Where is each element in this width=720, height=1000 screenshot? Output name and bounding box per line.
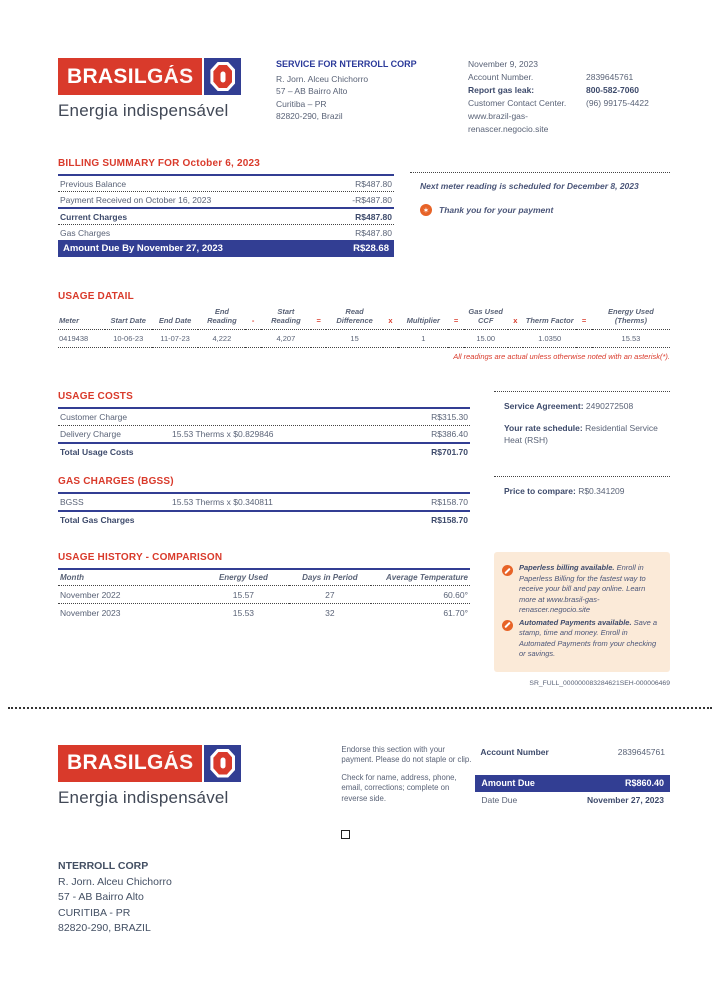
thank-you-row [420, 204, 670, 216]
table-row [58, 492, 470, 510]
col-header: Multiplier [398, 307, 448, 330]
usage-detail-section [58, 291, 670, 361]
col-header: End Date [152, 307, 199, 330]
row-label: Delivery Charge [60, 429, 121, 439]
service-address-line: 57 – AB Bairro Alto [276, 86, 348, 96]
table-row [58, 586, 470, 604]
row-label: BGSS [60, 497, 84, 507]
col-header: End Reading [198, 307, 245, 330]
history-temp: 60.60° [371, 586, 470, 604]
times-operator: x [508, 307, 524, 330]
history-energy: 15.57 [198, 586, 289, 604]
operator-cell [448, 330, 464, 348]
usage-history-title: USAGE HISTORY - COMPARISON [58, 552, 223, 563]
mailing-address-line: 57 - AB Bairro Alto [58, 891, 144, 903]
history-energy: 15.53 [198, 604, 289, 622]
usage-detail-title: USAGE DATAIL [58, 291, 134, 302]
usage-detail-data-row [58, 330, 670, 348]
usage-history-band [58, 552, 670, 687]
equals-operator: = [311, 307, 327, 330]
read-difference: 15 [326, 330, 382, 348]
brand-tagline: Energia indispensável [58, 787, 229, 807]
service-for-title: SERVICE FOR NTERROLL CORP [276, 59, 417, 69]
row-value: R$487.80 [355, 227, 392, 238]
col-header: Gas Used CCF [464, 307, 508, 330]
spacer [260, 447, 396, 457]
row-label: Gas Charges [60, 227, 111, 238]
stub-amount-due-label: Amount Due [481, 778, 535, 788]
stub-account-value: 2839645761 [617, 746, 665, 757]
usage-history-header-row [58, 569, 470, 586]
stub-account-row [475, 745, 670, 759]
table-row [58, 407, 470, 425]
octagon-core [213, 752, 232, 775]
brand-logo-row [58, 745, 241, 782]
usage-costs-title: USAGE COSTS [58, 391, 133, 402]
brand-wordmark-brasil: BRASIL [67, 751, 147, 774]
stub-instructions [341, 745, 475, 840]
gas-charges-band [58, 476, 670, 528]
col-header: Average Temperature [371, 569, 470, 586]
table-row [58, 191, 394, 207]
row-value: R$487.80 [355, 178, 392, 189]
promo-lead: Paperless billing available. [519, 563, 615, 572]
gas-used-ccf: 15.00 [464, 330, 508, 348]
history-temp: 61.70° [371, 604, 470, 622]
octagon-core [213, 65, 232, 88]
billing-summary-title: BILLING SUMMARY FOR October 6, 2023 [58, 158, 261, 169]
meter-number: 0419438 [58, 330, 105, 348]
total-row [58, 442, 470, 460]
slash [504, 567, 510, 573]
row-detail: 15.53 Therms x $0.829846 [172, 429, 274, 439]
usage-detail-header-row [58, 307, 670, 330]
report-leak-phone: 800-582-7060 [586, 85, 639, 95]
website-row [468, 110, 670, 136]
row-value: R$487.80 [355, 211, 392, 222]
price-to-compare-box [494, 476, 670, 528]
row-label: Previous Balance [60, 178, 127, 189]
row-value: R$315.30 [431, 412, 468, 422]
octagon-outline [210, 62, 235, 91]
col-header: Therm Factor [523, 307, 576, 330]
account-info-block [468, 58, 670, 136]
row-value: R$158.70 [431, 497, 468, 507]
next-reading-note: Next meter reading is scheduled for December 8, 2023 [420, 181, 639, 191]
history-days: 27 [289, 586, 371, 604]
multiplier: 1 [398, 330, 448, 348]
contact-center-label: Customer Contact Center. [468, 98, 567, 108]
promo-body: Save a stamp, time and money. Enroll in Automated Payments from your checking or savings. [519, 617, 657, 658]
table-row [58, 174, 394, 191]
octagon-outline [210, 749, 235, 778]
promo-text [519, 563, 661, 616]
therm-factor: 1.0350 [523, 330, 576, 348]
stub-date-due-label: Date Due [481, 795, 518, 805]
endorse-checkbox[interactable] [341, 830, 350, 839]
amount-due-bar [58, 240, 394, 257]
service-address-line: 82820-290, Brazil [276, 111, 343, 121]
account-number-value: 2839645761 [586, 72, 634, 82]
total-value: R$158.70 [431, 515, 468, 525]
brasilgas-octagon-icon [204, 58, 241, 95]
bill-date-row [468, 58, 670, 71]
contact-center-phone: (96) 99175-4422 [586, 98, 649, 108]
stub-amount-block [475, 745, 670, 840]
star-icon: ✶ [420, 204, 432, 216]
row-value: -R$487.80 [352, 194, 392, 205]
mailing-address-line: CURITIBA - PR [58, 906, 131, 919]
col-header: Month [58, 569, 198, 586]
start-date: 10-06-23 [105, 330, 152, 348]
total-row [58, 510, 470, 528]
minus-operator: - [245, 307, 261, 330]
operator-cell [245, 330, 261, 348]
account-number-label: Account Number. [468, 72, 534, 82]
price-to-compare-value: R$0.341209 [578, 486, 625, 496]
bill-date: November 9, 2023 [468, 59, 538, 69]
row-label: Current Charges [60, 211, 128, 222]
endorse-note: Endorse this section with your payment. Please do not staple or clip. [341, 744, 472, 764]
col-header: Read Difference [326, 307, 382, 330]
service-address-line: Curitiba – PR [276, 98, 327, 109]
promo-item [502, 618, 661, 660]
readings-note: All readings are actual unless otherwise noted with an asterisk(*). [453, 352, 670, 361]
stub-account-label: Account Number [480, 746, 549, 757]
thank-you-note: Thank you for your payment [439, 205, 554, 215]
row-value: R$386.40 [431, 429, 468, 439]
promo-bullet-icon [502, 565, 513, 576]
tear-off-divider [8, 707, 712, 709]
spacer [260, 515, 396, 525]
table-row [58, 207, 394, 224]
mailing-address-line: 82820-290, BRAZIL [58, 922, 151, 934]
brasilgas-octagon-icon [204, 745, 241, 782]
slash [504, 622, 510, 628]
promo-bullet-icon [502, 620, 513, 631]
row-label: Payment Received on October 16, 2023 [60, 194, 212, 205]
col-header: Start Reading [261, 307, 311, 330]
mailing-address [58, 859, 670, 937]
promo-column [494, 552, 670, 687]
rate-schedule-value: Residential Service Heat (RSH) [504, 422, 658, 445]
amount-due-label: Amount Due By November 27, 2023 [63, 243, 223, 254]
service-address-line: R. Jorn. Alceu Chichorro [276, 73, 369, 84]
account-number-row [468, 71, 670, 84]
payment-stub [58, 745, 670, 840]
brand-logo [58, 58, 258, 136]
brand-tagline: Energia indispensável [58, 101, 229, 120]
bill-header [58, 58, 670, 136]
report-leak-label: Report gas leak: [468, 85, 535, 95]
usage-detail-table [58, 307, 670, 348]
operator-cell [508, 330, 524, 348]
billing-summary-rows [58, 174, 394, 240]
end-date: 11-07-23 [152, 330, 199, 348]
start-reading: 4,207 [261, 330, 311, 348]
contact-center-row [468, 97, 670, 110]
brand-logo [58, 745, 241, 840]
col-header: Meter [58, 307, 105, 330]
history-month: November 2022 [58, 586, 198, 604]
price-to-compare-line [504, 485, 670, 498]
promo-body: Enroll in Paperless Billing for the fastest way to receive your bill and pay online. Learn more at www.brasil-gas-renascer.negocio.site [519, 563, 646, 614]
website-url: www.brazil-gas-renascer.negocio.site [468, 111, 549, 134]
meter-notice-box [410, 172, 670, 257]
operator-cell [311, 330, 327, 348]
col-header: Energy Used (Therms) [592, 307, 670, 330]
usage-history-table [58, 568, 470, 621]
brand-logo-row [58, 58, 258, 95]
gas-charges-section [58, 476, 470, 528]
service-agreement-box [494, 391, 670, 460]
table-row [58, 224, 394, 240]
brand-wordmark [58, 745, 202, 782]
promo-text [519, 618, 661, 660]
brand-wordmark-gas: GÁS [146, 64, 194, 88]
col-header: Start Date [105, 307, 152, 330]
end-reading: 4,222 [198, 330, 245, 348]
promo-panel [494, 552, 670, 672]
check-note: Check for name, address, phone, email, corrections; complete on reverse side. [341, 772, 457, 803]
total-value: R$701.70 [431, 447, 468, 457]
total-label: Total Usage Costs [60, 447, 134, 457]
stub-date-due-value: November 27, 2023 [586, 795, 664, 805]
promo-lead: Automated Payments available. [519, 617, 632, 627]
row-label: Customer Charge [60, 412, 128, 422]
col-header: Energy Used [198, 569, 289, 586]
usage-costs-band [58, 391, 670, 460]
table-row [58, 604, 470, 622]
gas-charges-title: GAS CHARGES (BGSS) [58, 476, 174, 487]
brand-wordmark-gas: GÁS [146, 751, 194, 774]
brand-wordmark [58, 58, 202, 95]
price-to-compare-label: Price to compare: [504, 486, 576, 496]
octagon-flame [220, 71, 225, 82]
stub-date-due-row [475, 792, 670, 809]
col-header: Days in Period [289, 569, 371, 586]
report-leak-row [468, 84, 670, 97]
usage-costs-section [58, 391, 470, 460]
amount-due-value: R$28.68 [353, 243, 389, 254]
promo-item [502, 563, 661, 616]
stub-amount-due-value: R$860.40 [624, 778, 664, 788]
billing-summary-section [58, 158, 670, 257]
total-label: Total Gas Charges [60, 515, 135, 525]
table-row [58, 425, 470, 442]
billing-summary-table [58, 158, 394, 257]
brand-wordmark-brasil: BRASIL [67, 64, 147, 88]
mailing-address-line: R. Jorn. Alceu Chichorro [58, 875, 172, 888]
history-month: November 2023 [58, 604, 198, 622]
rate-schedule-label: Your rate schedule: [504, 422, 583, 433]
octagon-flame [220, 758, 225, 769]
row-detail [172, 412, 396, 422]
equals-operator: = [448, 307, 464, 330]
times-operator: x [383, 307, 399, 330]
service-agreement-line [504, 400, 670, 413]
operator-cell [383, 330, 399, 348]
energy-used-therms: 15.53 [592, 330, 670, 348]
operator-cell [576, 330, 592, 348]
service-address-block [276, 58, 454, 136]
history-days: 32 [289, 604, 371, 622]
service-agreement-value: 2490272508 [585, 401, 634, 411]
mailing-address-line: NTERROLL CORP [58, 860, 149, 872]
rate-schedule-line [504, 422, 670, 447]
stub-amount-due-bar [475, 775, 670, 792]
reference-code: SR_FULL_000000083284621SEH-000006469 [529, 679, 670, 687]
row-detail: 15.53 Therms x $0.340811 [172, 497, 273, 507]
usage-history-section [58, 552, 470, 687]
equals-operator: = [576, 307, 592, 330]
service-agreement-label: Service Agreement: [504, 401, 584, 411]
